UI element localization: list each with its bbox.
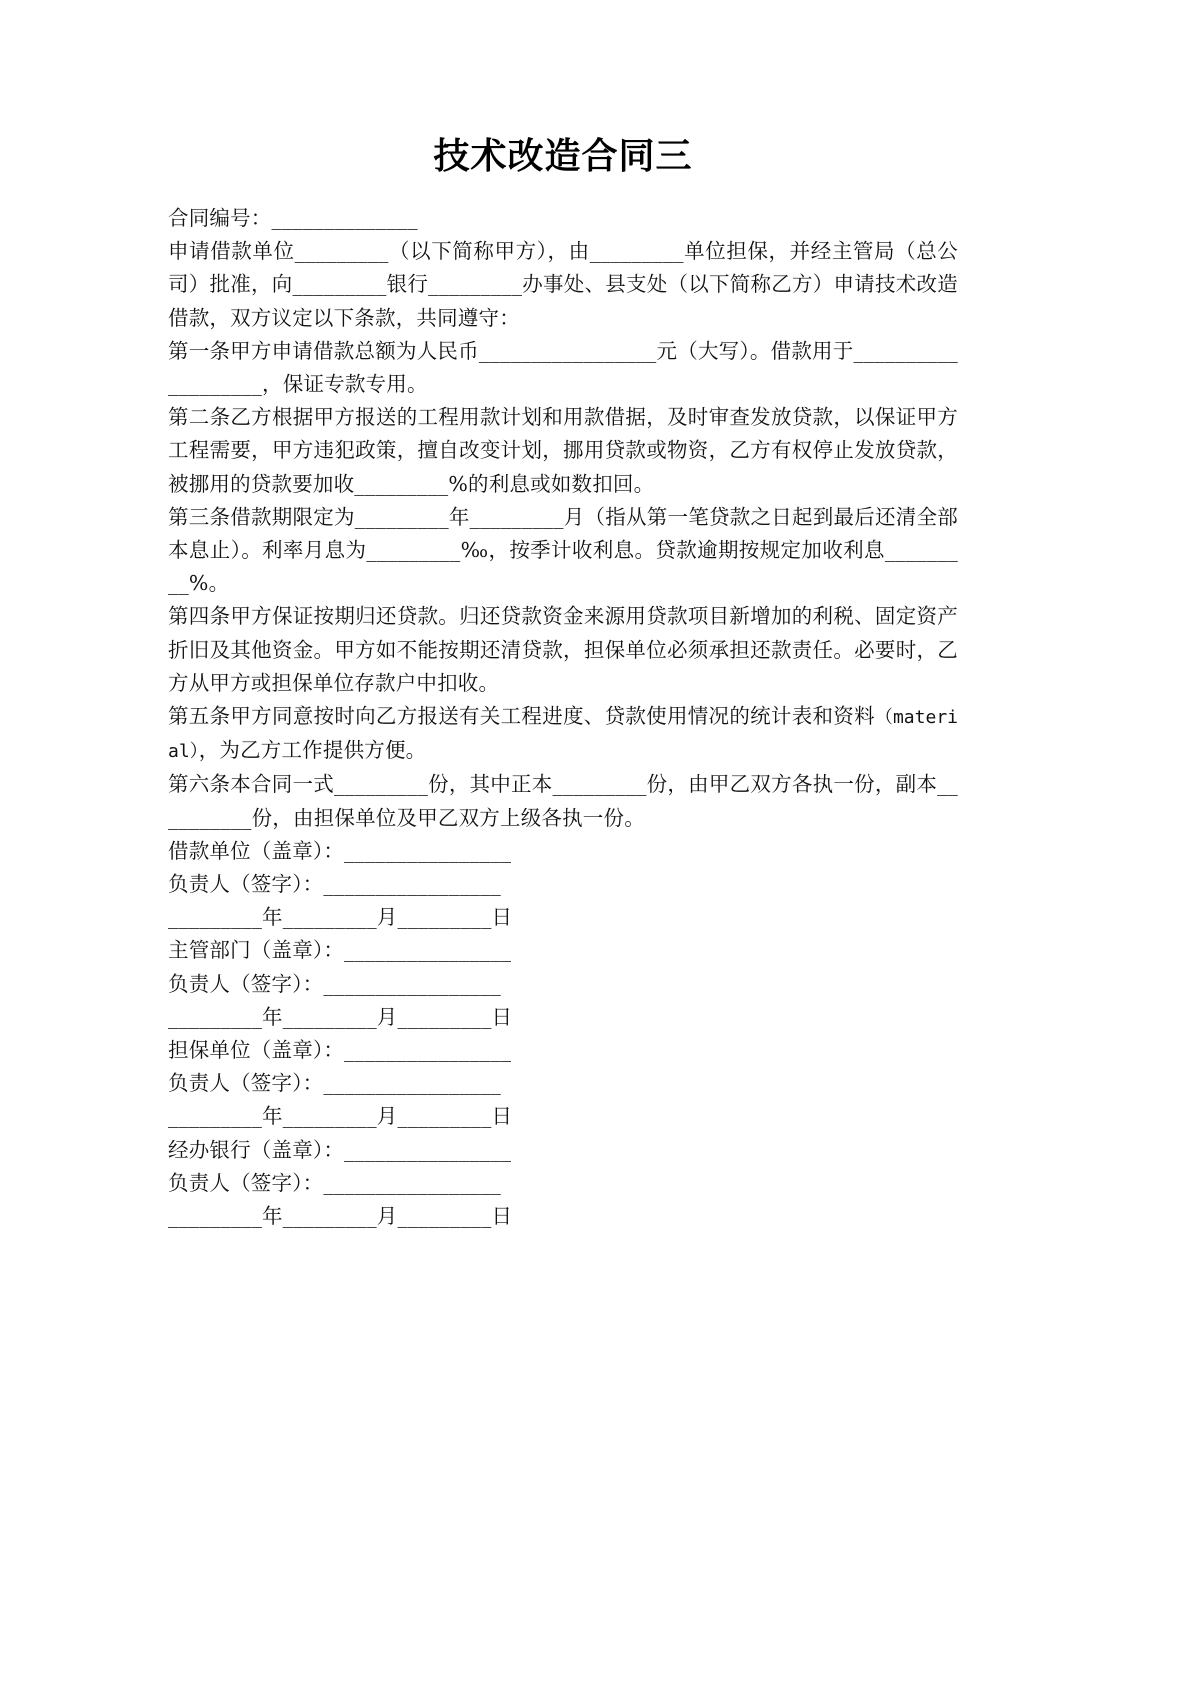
paragraph-clause-6: 第六条本合同一式_________份，其中正本_________份，由甲乙双方各执一份，副本__________份，由担保单位及甲乙双方上级各执一份。: [168, 772, 958, 830]
guarantor-date-line: _________年_________月_________日: [168, 1104, 513, 1129]
signature-block-guarantor: [168, 1034, 958, 1134]
borrower-date-line: _________年_________月_________日: [168, 905, 513, 930]
paragraph-clause-3: 第三条借款期限定为_________年_________月（指从第一笔贷款之日起到最后还清全部本息止）。利率月息为_________‰，按季计收利息。贷款逾期按规定加收利息_________%。: [168, 504, 958, 596]
borrower-seal-line: 借款单位（盖章）：________________: [168, 838, 512, 863]
clause-5-material-term: （material）: [168, 707, 958, 763]
page-title: 技术改造合同三: [433, 136, 693, 177]
supervising-signer-line: 负责人（签字）：_________________: [168, 971, 501, 996]
contract-number-line: 合同编号：______________: [168, 206, 418, 230]
bank-seal-line: 经办银行（盖章）：________________: [168, 1137, 512, 1162]
borrower-signer-line: 负责人（签字）：_________________: [168, 872, 501, 897]
paragraph-clause-4: 第四条甲方保证按期归还贷款。归还贷款资金来源用贷款项目新增加的利税、固定资产折旧及其他资金。甲方如不能按期还清贷款，担保单位必须承担还款责任。必要时，乙方从甲方或担保单位存款户中扣收。: [168, 604, 958, 695]
bank-signer-line: 负责人（签字）：_________________: [168, 1170, 501, 1195]
bank-date-line: _________年_________月_________日: [168, 1204, 513, 1229]
clause-5-text-before: 第五条甲方同意按时向乙方报送有关工程进度、贷款使用情况的统计表和资料: [168, 704, 875, 729]
document-body: [168, 130, 958, 1233]
supervising-seal-line: 主管部门（盖章）：________________: [168, 938, 512, 963]
signature-block-bank: [168, 1134, 958, 1234]
paragraph-clause-2: 第二条乙方根据甲方报送的工程用款计划和用款借据，及时审查发放贷款，以保证甲方工程需要，甲方违犯政策，擅自改变计划，挪用贷款或物资，乙方有权停止发放贷款，被挪用的贷款要加收_________%的利息或如数扣回。: [168, 405, 958, 496]
signature-block-supervising-department: [168, 934, 958, 1034]
paragraph-clause-5: [168, 700, 958, 768]
signature-block-borrower: [168, 835, 958, 935]
clause-5-text-after: ，为乙方工作提供方便。: [198, 738, 427, 763]
guarantor-signer-line: 负责人（签字）：_________________: [168, 1071, 501, 1096]
guarantor-seal-line: 担保单位（盖章）：________________: [168, 1038, 512, 1063]
supervising-date-line: _________年_________月_________日: [168, 1004, 513, 1029]
paragraph-clause-1: 第一条甲方申请借款总额为人民币_________________元（大写）。借款用于___________________，保证专款专用。: [168, 338, 958, 397]
paragraph-preamble: 申请借款单位_________（以下简称甲方），由_________单位担保，并经主管局（总公司）批准，向_________银行_________办事处、县支处（以下简称乙方）申请技术改造借款，双方议定以下条款，共同遵守：: [168, 239, 958, 330]
